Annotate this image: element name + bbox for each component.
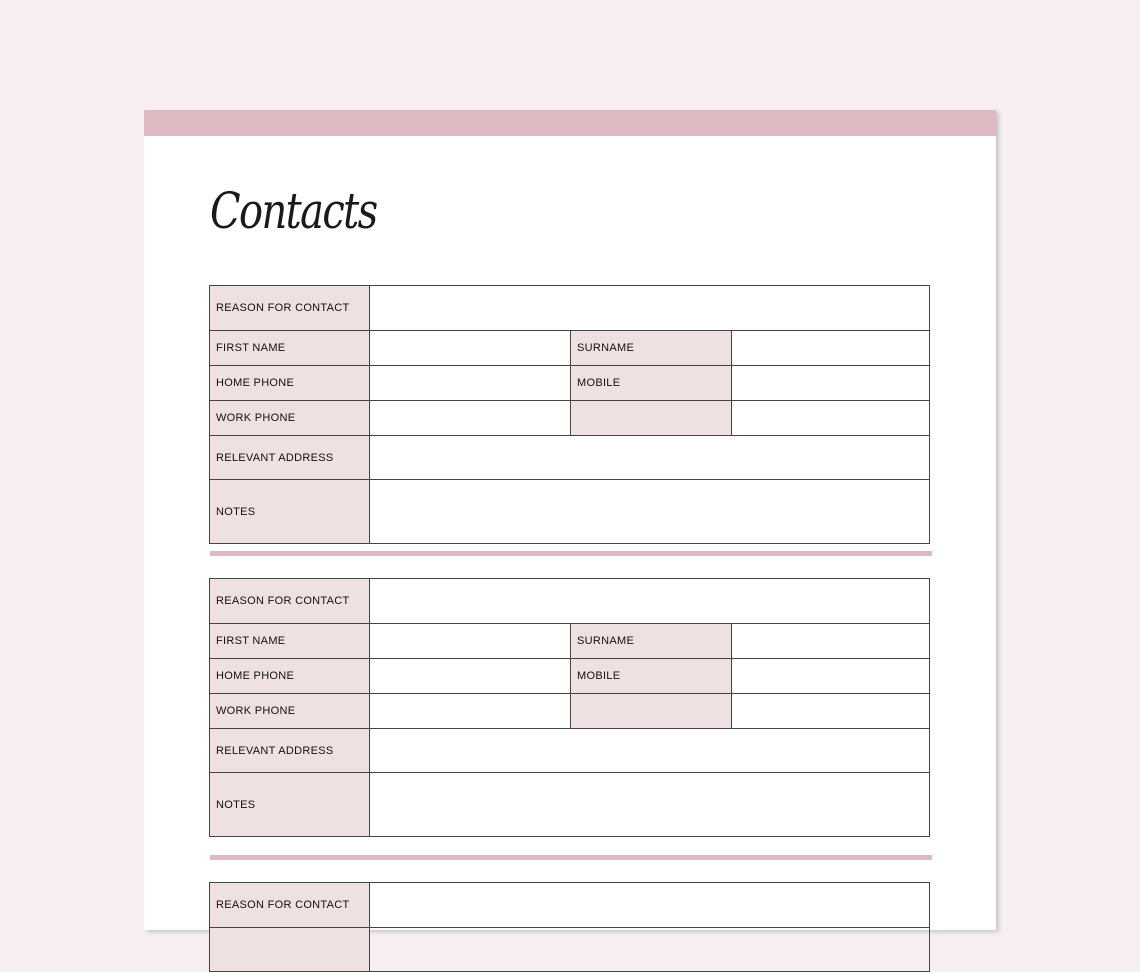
extra-field[interactable]: [732, 401, 929, 435]
first-name-label: [210, 928, 370, 971]
home-phone-field[interactable]: [370, 659, 571, 693]
address-label: RELEVANT ADDRESS: [210, 729, 370, 772]
work-phone-field[interactable]: [370, 694, 571, 728]
field[interactable]: [370, 928, 929, 971]
extra-field[interactable]: [732, 694, 929, 728]
section-divider: [210, 855, 932, 860]
home-phone-label: HOME PHONE: [210, 366, 370, 400]
home-phone-field[interactable]: [370, 366, 571, 400]
header-band: [144, 110, 996, 136]
first-name-label: FIRST NAME: [210, 624, 370, 658]
notes-label: NOTES: [210, 773, 370, 836]
surname-field[interactable]: [732, 624, 929, 658]
form-row: [210, 286, 929, 330]
surname-label: SURNAME: [571, 331, 732, 365]
reason-field[interactable]: [370, 883, 929, 927]
work-phone-field[interactable]: [370, 401, 571, 435]
planner-page: [144, 110, 996, 930]
reason-label: REASON FOR CONTACT: [210, 883, 370, 927]
reason-field[interactable]: [370, 286, 929, 330]
form-row: [210, 479, 929, 543]
form-row: [210, 728, 929, 772]
reason-label: REASON FOR CONTACT: [210, 579, 370, 623]
section-divider: [210, 551, 932, 556]
notes-field[interactable]: [370, 480, 929, 543]
form-row: [210, 435, 929, 479]
page-title: Contacts: [210, 182, 377, 240]
form-row: [210, 579, 929, 623]
blank-label: [571, 401, 732, 435]
form-row: [210, 330, 929, 365]
form-row: [210, 772, 929, 836]
mobile-label: MOBILE: [571, 366, 732, 400]
form-row: [210, 365, 929, 400]
mobile-label: MOBILE: [571, 659, 732, 693]
work-phone-label: WORK PHONE: [210, 401, 370, 435]
form-row: [210, 658, 929, 693]
mobile-field[interactable]: [732, 366, 929, 400]
form-row: [210, 883, 929, 927]
address-field[interactable]: [370, 729, 929, 772]
reason-label: REASON FOR CONTACT: [210, 286, 370, 330]
surname-field[interactable]: [732, 331, 929, 365]
reason-field[interactable]: [370, 579, 929, 623]
first-name-field[interactable]: [370, 331, 571, 365]
first-name-label: FIRST NAME: [210, 331, 370, 365]
work-phone-label: WORK PHONE: [210, 694, 370, 728]
form-row: [210, 927, 929, 971]
contact-form: [209, 882, 930, 972]
form-row: [210, 693, 929, 728]
home-phone-label: HOME PHONE: [210, 659, 370, 693]
surname-label: SURNAME: [571, 624, 732, 658]
notes-field[interactable]: [370, 773, 929, 836]
first-name-field[interactable]: [370, 624, 571, 658]
address-field[interactable]: [370, 436, 929, 479]
notes-label: NOTES: [210, 480, 370, 543]
address-label: RELEVANT ADDRESS: [210, 436, 370, 479]
form-row: [210, 623, 929, 658]
contact-form: [209, 285, 930, 544]
mobile-field[interactable]: [732, 659, 929, 693]
contact-form: [209, 578, 930, 837]
blank-label: [571, 694, 732, 728]
form-row: [210, 400, 929, 435]
